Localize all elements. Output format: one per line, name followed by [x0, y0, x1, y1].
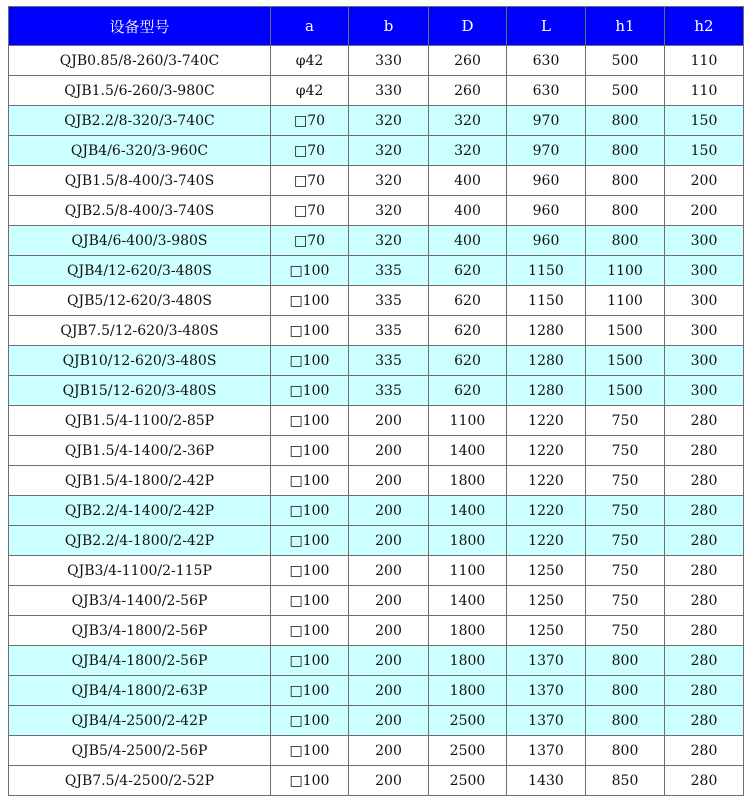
cell-model: QJB7.5/12-620/3-480S [9, 316, 271, 346]
cell-h1: 1500 [586, 376, 665, 406]
cell-a: □100 [271, 406, 349, 436]
cell-a: □100 [271, 736, 349, 766]
cell-d: 1800 [429, 526, 507, 556]
table-row [9, 766, 744, 796]
cell-l: 1370 [507, 736, 586, 766]
cell-h1: 800 [586, 196, 665, 226]
cell-l: 960 [507, 226, 586, 256]
table-row [9, 496, 744, 526]
cell-a: □100 [271, 256, 349, 286]
cell-d: 260 [429, 76, 507, 106]
table-row [9, 406, 744, 436]
cell-l: 1150 [507, 256, 586, 286]
cell-h1: 1500 [586, 346, 665, 376]
cell-b: 200 [349, 436, 429, 466]
cell-l: 1370 [507, 706, 586, 736]
cell-b: 330 [349, 76, 429, 106]
table-row [9, 616, 744, 646]
cell-h1: 750 [586, 466, 665, 496]
cell-a: □100 [271, 646, 349, 676]
cell-h2: 280 [665, 556, 744, 586]
cell-b: 200 [349, 676, 429, 706]
cell-l: 970 [507, 136, 586, 166]
cell-l: 1280 [507, 316, 586, 346]
cell-h2: 280 [665, 676, 744, 706]
cell-l: 1220 [507, 526, 586, 556]
cell-d: 620 [429, 256, 507, 286]
cell-h1: 800 [586, 136, 665, 166]
cell-b: 335 [349, 346, 429, 376]
cell-l: 1150 [507, 286, 586, 316]
table-row [9, 346, 744, 376]
cell-model: QJB2.2/4-1400/2-42P [9, 496, 271, 526]
cell-b: 320 [349, 136, 429, 166]
cell-b: 320 [349, 226, 429, 256]
cell-h1: 750 [586, 526, 665, 556]
cell-a: φ42 [271, 46, 349, 76]
cell-h2: 280 [665, 406, 744, 436]
cell-l: 1220 [507, 466, 586, 496]
cell-d: 1400 [429, 436, 507, 466]
cell-h2: 280 [665, 466, 744, 496]
cell-b: 335 [349, 256, 429, 286]
cell-d: 1100 [429, 556, 507, 586]
cell-h2: 300 [665, 376, 744, 406]
cell-b: 335 [349, 316, 429, 346]
cell-model: QJB7.5/4-2500/2-52P [9, 766, 271, 796]
cell-h2: 280 [665, 706, 744, 736]
cell-a: □100 [271, 766, 349, 796]
cell-h2: 280 [665, 616, 744, 646]
cell-model: QJB1.5/8-400/3-740S [9, 166, 271, 196]
table-row [9, 736, 744, 766]
cell-d: 1800 [429, 646, 507, 676]
table-row [9, 76, 744, 106]
cell-h1: 800 [586, 676, 665, 706]
cell-h2: 280 [665, 766, 744, 796]
cell-l: 1250 [507, 556, 586, 586]
cell-l: 970 [507, 106, 586, 136]
cell-l: 1250 [507, 586, 586, 616]
cell-model: QJB1.5/4-1100/2-85P [9, 406, 271, 436]
cell-model: QJB4/6-320/3-960C [9, 136, 271, 166]
cell-b: 200 [349, 466, 429, 496]
cell-d: 1800 [429, 616, 507, 646]
cell-l: 1430 [507, 766, 586, 796]
cell-d: 1800 [429, 466, 507, 496]
cell-b: 200 [349, 586, 429, 616]
cell-a: □100 [271, 676, 349, 706]
cell-h1: 750 [586, 436, 665, 466]
cell-h1: 1100 [586, 286, 665, 316]
cell-model: QJB10/12-620/3-480S [9, 346, 271, 376]
table-row [9, 376, 744, 406]
cell-b: 200 [349, 706, 429, 736]
cell-d: 1400 [429, 496, 507, 526]
cell-model: QJB2.2/4-1800/2-42P [9, 526, 271, 556]
cell-model: QJB5/4-2500/2-56P [9, 736, 271, 766]
cell-h1: 500 [586, 76, 665, 106]
cell-l: 1370 [507, 646, 586, 676]
cell-l: 630 [507, 46, 586, 76]
cell-d: 2500 [429, 706, 507, 736]
header-model: 设备型号 [9, 7, 271, 46]
table-row [9, 226, 744, 256]
cell-h1: 500 [586, 46, 665, 76]
cell-b: 320 [349, 196, 429, 226]
cell-d: 260 [429, 46, 507, 76]
table-row [9, 196, 744, 226]
cell-h2: 200 [665, 196, 744, 226]
cell-d: 2500 [429, 736, 507, 766]
cell-h2: 300 [665, 316, 744, 346]
cell-a: □100 [271, 706, 349, 736]
cell-d: 620 [429, 376, 507, 406]
cell-h1: 750 [586, 586, 665, 616]
cell-l: 630 [507, 76, 586, 106]
table-row [9, 106, 744, 136]
cell-a: □100 [271, 286, 349, 316]
cell-l: 960 [507, 166, 586, 196]
cell-b: 200 [349, 616, 429, 646]
cell-d: 620 [429, 286, 507, 316]
table-row [9, 286, 744, 316]
cell-d: 1400 [429, 586, 507, 616]
cell-model: QJB1.5/4-1800/2-42P [9, 466, 271, 496]
cell-model: QJB4/12-620/3-480S [9, 256, 271, 286]
cell-h2: 280 [665, 526, 744, 556]
table-row [9, 46, 744, 76]
cell-b: 200 [349, 406, 429, 436]
cell-h2: 150 [665, 136, 744, 166]
cell-h1: 750 [586, 496, 665, 526]
cell-a: □100 [271, 616, 349, 646]
cell-b: 335 [349, 376, 429, 406]
header-b: b [349, 7, 429, 46]
cell-d: 400 [429, 166, 507, 196]
cell-a: □100 [271, 346, 349, 376]
cell-l: 1250 [507, 616, 586, 646]
cell-a: □100 [271, 376, 349, 406]
cell-h1: 850 [586, 766, 665, 796]
cell-l: 1280 [507, 346, 586, 376]
cell-a: □100 [271, 496, 349, 526]
table-body [9, 46, 744, 796]
cell-d: 620 [429, 316, 507, 346]
cell-b: 200 [349, 736, 429, 766]
cell-a: □70 [271, 196, 349, 226]
header-h2: h2 [665, 7, 744, 46]
cell-l: 1280 [507, 376, 586, 406]
cell-h1: 750 [586, 406, 665, 436]
cell-a: □70 [271, 226, 349, 256]
cell-d: 1800 [429, 676, 507, 706]
cell-l: 1220 [507, 496, 586, 526]
cell-h1: 800 [586, 226, 665, 256]
cell-l: 960 [507, 196, 586, 226]
cell-a: □100 [271, 586, 349, 616]
cell-h1: 1100 [586, 256, 665, 286]
cell-b: 320 [349, 106, 429, 136]
cell-a: φ42 [271, 76, 349, 106]
header-h1: h1 [586, 7, 665, 46]
cell-d: 2500 [429, 766, 507, 796]
cell-l: 1220 [507, 436, 586, 466]
cell-h2: 200 [665, 166, 744, 196]
cell-h1: 800 [586, 706, 665, 736]
cell-h1: 800 [586, 166, 665, 196]
table-row [9, 466, 744, 496]
cell-d: 320 [429, 136, 507, 166]
table-row [9, 556, 744, 586]
cell-h1: 800 [586, 736, 665, 766]
cell-h1: 750 [586, 556, 665, 586]
header-d: D [429, 7, 507, 46]
cell-h2: 280 [665, 586, 744, 616]
cell-h2: 300 [665, 256, 744, 286]
cell-b: 200 [349, 646, 429, 676]
cell-a: □70 [271, 166, 349, 196]
cell-model: QJB0.85/8-260/3-740C [9, 46, 271, 76]
table-row [9, 316, 744, 346]
cell-h2: 300 [665, 226, 744, 256]
cell-a: □70 [271, 106, 349, 136]
cell-h1: 1500 [586, 316, 665, 346]
cell-h2: 110 [665, 76, 744, 106]
cell-h1: 750 [586, 616, 665, 646]
cell-model: QJB2.2/8-320/3-740C [9, 106, 271, 136]
cell-b: 200 [349, 766, 429, 796]
cell-h2: 280 [665, 646, 744, 676]
cell-h2: 300 [665, 286, 744, 316]
cell-model: QJB4/4-2500/2-42P [9, 706, 271, 736]
cell-model: QJB15/12-620/3-480S [9, 376, 271, 406]
cell-l: 1370 [507, 676, 586, 706]
cell-h2: 280 [665, 736, 744, 766]
cell-d: 620 [429, 346, 507, 376]
cell-model: QJB5/12-620/3-480S [9, 286, 271, 316]
equipment-spec-table [8, 6, 744, 796]
table-row [9, 706, 744, 736]
cell-model: QJB4/4-1800/2-56P [9, 646, 271, 676]
table-row [9, 136, 744, 166]
table-row [9, 586, 744, 616]
cell-h2: 280 [665, 496, 744, 526]
cell-d: 400 [429, 196, 507, 226]
cell-h2: 300 [665, 346, 744, 376]
cell-h1: 800 [586, 646, 665, 676]
cell-model: QJB1.5/4-1400/2-36P [9, 436, 271, 466]
cell-model: QJB2.5/8-400/3-740S [9, 196, 271, 226]
header-a: a [271, 7, 349, 46]
cell-a: □100 [271, 466, 349, 496]
table-row [9, 166, 744, 196]
cell-model: QJB4/4-1800/2-63P [9, 676, 271, 706]
cell-b: 200 [349, 556, 429, 586]
cell-a: □100 [271, 526, 349, 556]
cell-a: □100 [271, 316, 349, 346]
table-row [9, 256, 744, 286]
cell-model: QJB3/4-1800/2-56P [9, 616, 271, 646]
cell-model: QJB3/4-1400/2-56P [9, 586, 271, 616]
cell-h2: 110 [665, 46, 744, 76]
spec-table-container [8, 6, 744, 796]
cell-b: 335 [349, 286, 429, 316]
table-row [9, 526, 744, 556]
cell-b: 200 [349, 526, 429, 556]
cell-model: QJB4/6-400/3-980S [9, 226, 271, 256]
cell-model: QJB1.5/6-260/3-980C [9, 76, 271, 106]
cell-d: 1100 [429, 406, 507, 436]
cell-h1: 800 [586, 106, 665, 136]
cell-b: 200 [349, 496, 429, 526]
cell-b: 330 [349, 46, 429, 76]
table-row [9, 646, 744, 676]
cell-a: □100 [271, 436, 349, 466]
header-l: L [507, 7, 586, 46]
cell-a: □100 [271, 556, 349, 586]
cell-a: □70 [271, 136, 349, 166]
cell-h2: 280 [665, 436, 744, 466]
cell-d: 400 [429, 226, 507, 256]
header-row [9, 7, 744, 46]
cell-b: 320 [349, 166, 429, 196]
cell-h2: 150 [665, 106, 744, 136]
cell-d: 320 [429, 106, 507, 136]
cell-model: QJB3/4-1100/2-115P [9, 556, 271, 586]
table-row [9, 676, 744, 706]
cell-l: 1220 [507, 406, 586, 436]
table-row [9, 436, 744, 466]
